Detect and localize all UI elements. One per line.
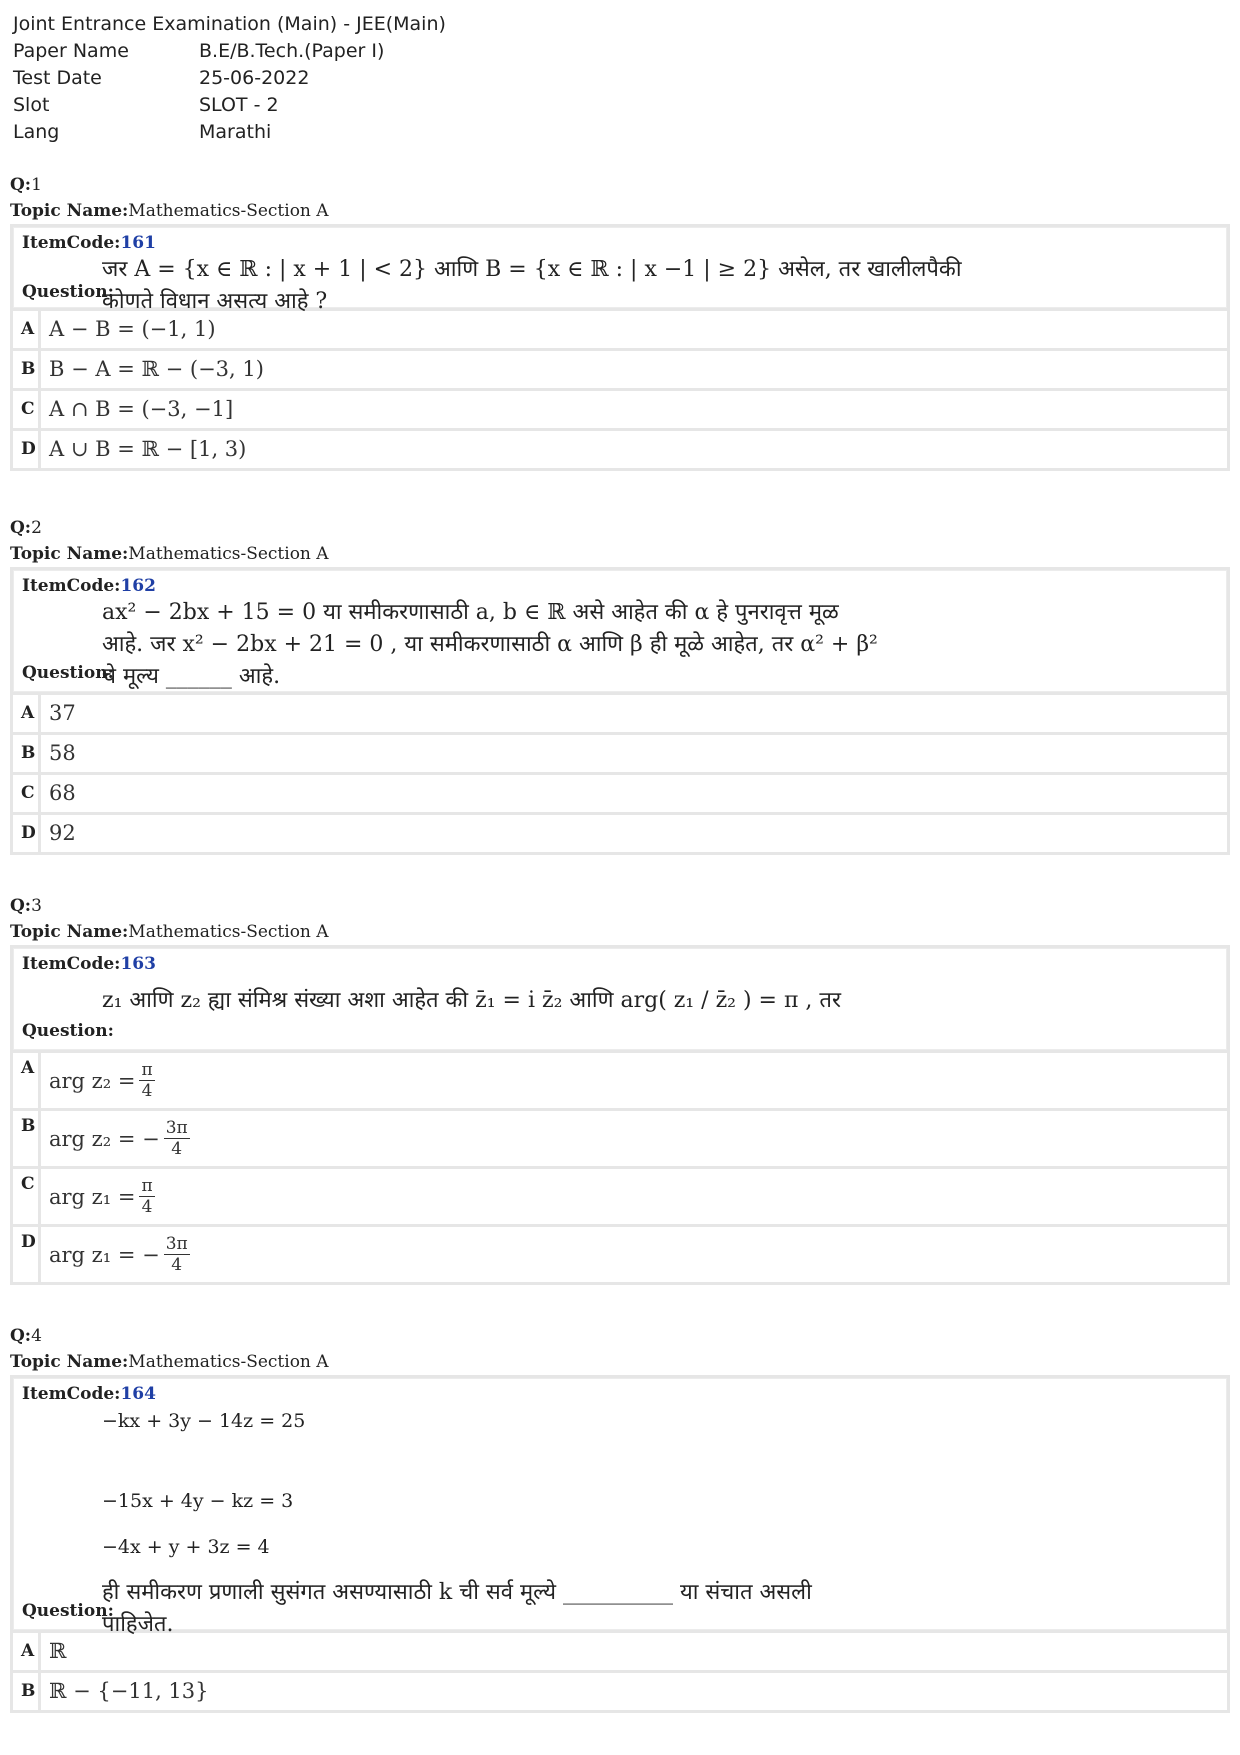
option-b[interactable]: B B − A = ℝ − (−3, 1) (13, 351, 1227, 388)
paper-header (13, 10, 446, 146)
meta-key: Lang (13, 121, 60, 143)
question-label: Question: (22, 663, 114, 683)
question-block-2 (10, 515, 1230, 855)
question-table (10, 945, 1230, 1285)
meta-key: Slot (13, 94, 50, 116)
topic-name: Topic Name:Mathematics-Section A (10, 1352, 329, 1372)
question-block-3 (10, 893, 1230, 1285)
option-a[interactable]: A 37 (13, 695, 1227, 732)
question-table (10, 567, 1230, 855)
question-table (10, 1375, 1230, 1713)
item-code: ItemCode:164 (22, 1384, 156, 1404)
option-a[interactable]: A ℝ (13, 1633, 1227, 1670)
question-cell (13, 570, 1227, 692)
topic-name: Topic Name:Mathematics-Section A (10, 544, 329, 564)
fraction: $\frac{\pi}{4}$ (141, 1176, 153, 1217)
fraction: $\frac{3\pi}{4}$ (165, 1118, 188, 1159)
meta-value: B.E/B.Tech.(Paper I) (199, 40, 385, 62)
meta-row-test-date (13, 65, 446, 92)
question-cell (13, 227, 1227, 314)
question-text: −kx + 3y − 14z = 25 −15x + 4y − kz = 3 −4x + y + 3z = 4 ही समीकरण प्रणाली सुसंगत असण्यासाठी k ची सर्व मूल्ये __________ या संचात असली पाहिजेत. (102, 1410, 812, 1637)
meta-row-lang (13, 119, 446, 146)
meta-key: Test Date (13, 67, 102, 89)
meta-row-slot (13, 92, 446, 119)
item-code: ItemCode:162 (22, 576, 156, 596)
option-b[interactable]: B ℝ − {−11, 13} (13, 1673, 1227, 1710)
meta-value: 25-06-2022 (199, 67, 310, 89)
topic-name: Topic Name:Mathematics-Section A (10, 922, 329, 942)
option-c[interactable]: C 68 (13, 775, 1227, 812)
question-block-4 (10, 1323, 1230, 1713)
option-d[interactable]: D 92 (13, 815, 1227, 852)
option-b[interactable]: B arg z₂ = − $\frac{3\pi}{4}$ (13, 1111, 1227, 1166)
question-label: Question: (22, 1021, 114, 1041)
question-text: ax² − 2bx + 15 = 0 या समीकरणासाठी a, b ∈ ℝ असे आहेत की α हे पुनरावृत्त मूळ आहे. जर x² − 2bx + 21 = 0 , या समीकरणासाठी α आणि β ही मूळे आहेत, तर α² + β² चे मूल्य ______ आहे. (102, 600, 878, 689)
question-number: Q:3 (10, 896, 42, 916)
question-block-1 (10, 172, 1230, 471)
question-cell (13, 948, 1227, 1050)
question-number: Q:4 (10, 1326, 42, 1346)
item-code: ItemCode:163 (22, 954, 156, 974)
option-d[interactable]: D A ∪ B = ℝ − [1, 3) (13, 431, 1227, 468)
question-text: z₁ आणि z₂ ह्या संमिश्र संख्या अशा आहेत की z̄₁ = i z̄₂ आणि arg( z₁ / z̄₂ ) = π , तर (102, 988, 841, 1013)
meta-key: Paper Name (13, 40, 129, 62)
fraction: $\frac{3\pi}{4}$ (165, 1234, 188, 1275)
option-a[interactable]: A A − B = (−1, 1) (13, 311, 1227, 348)
exam-title: Joint Entrance Examination (Main) - JEE(Main) (13, 13, 446, 35)
fraction: $\frac{\pi}{4}$ (141, 1060, 153, 1101)
question-label: Question: (22, 282, 114, 302)
meta-row-paper-name (13, 38, 446, 65)
item-code: ItemCode:161 (22, 233, 156, 253)
question-text: जर A = {x ∈ ℝ : | x + 1 | < 2} आणि B = {x ∈ ℝ : | x −1 | ≥ 2} असेल, तर खालीलपैकी कोणते विधान असत्य आहे ? (102, 257, 962, 314)
meta-value: SLOT - 2 (199, 94, 279, 116)
question-table (10, 224, 1230, 471)
option-d[interactable]: D arg z₁ = − $\frac{3\pi}{4}$ (13, 1227, 1227, 1282)
option-a[interactable]: A arg z₂ = $\frac{\pi}{4}$ (13, 1053, 1227, 1108)
question-number: Q:2 (10, 518, 42, 538)
question-label: Question: (22, 1601, 114, 1621)
question-number: Q:1 (10, 175, 42, 195)
meta-value: Marathi (199, 121, 272, 143)
topic-name: Topic Name:Mathematics-Section A (10, 201, 329, 221)
option-b[interactable]: B 58 (13, 735, 1227, 772)
option-c[interactable]: C arg z₁ = $\frac{\pi}{4}$ (13, 1169, 1227, 1224)
option-c[interactable]: C A ∩ B = (−3, −1] (13, 391, 1227, 428)
question-cell (13, 1378, 1227, 1637)
